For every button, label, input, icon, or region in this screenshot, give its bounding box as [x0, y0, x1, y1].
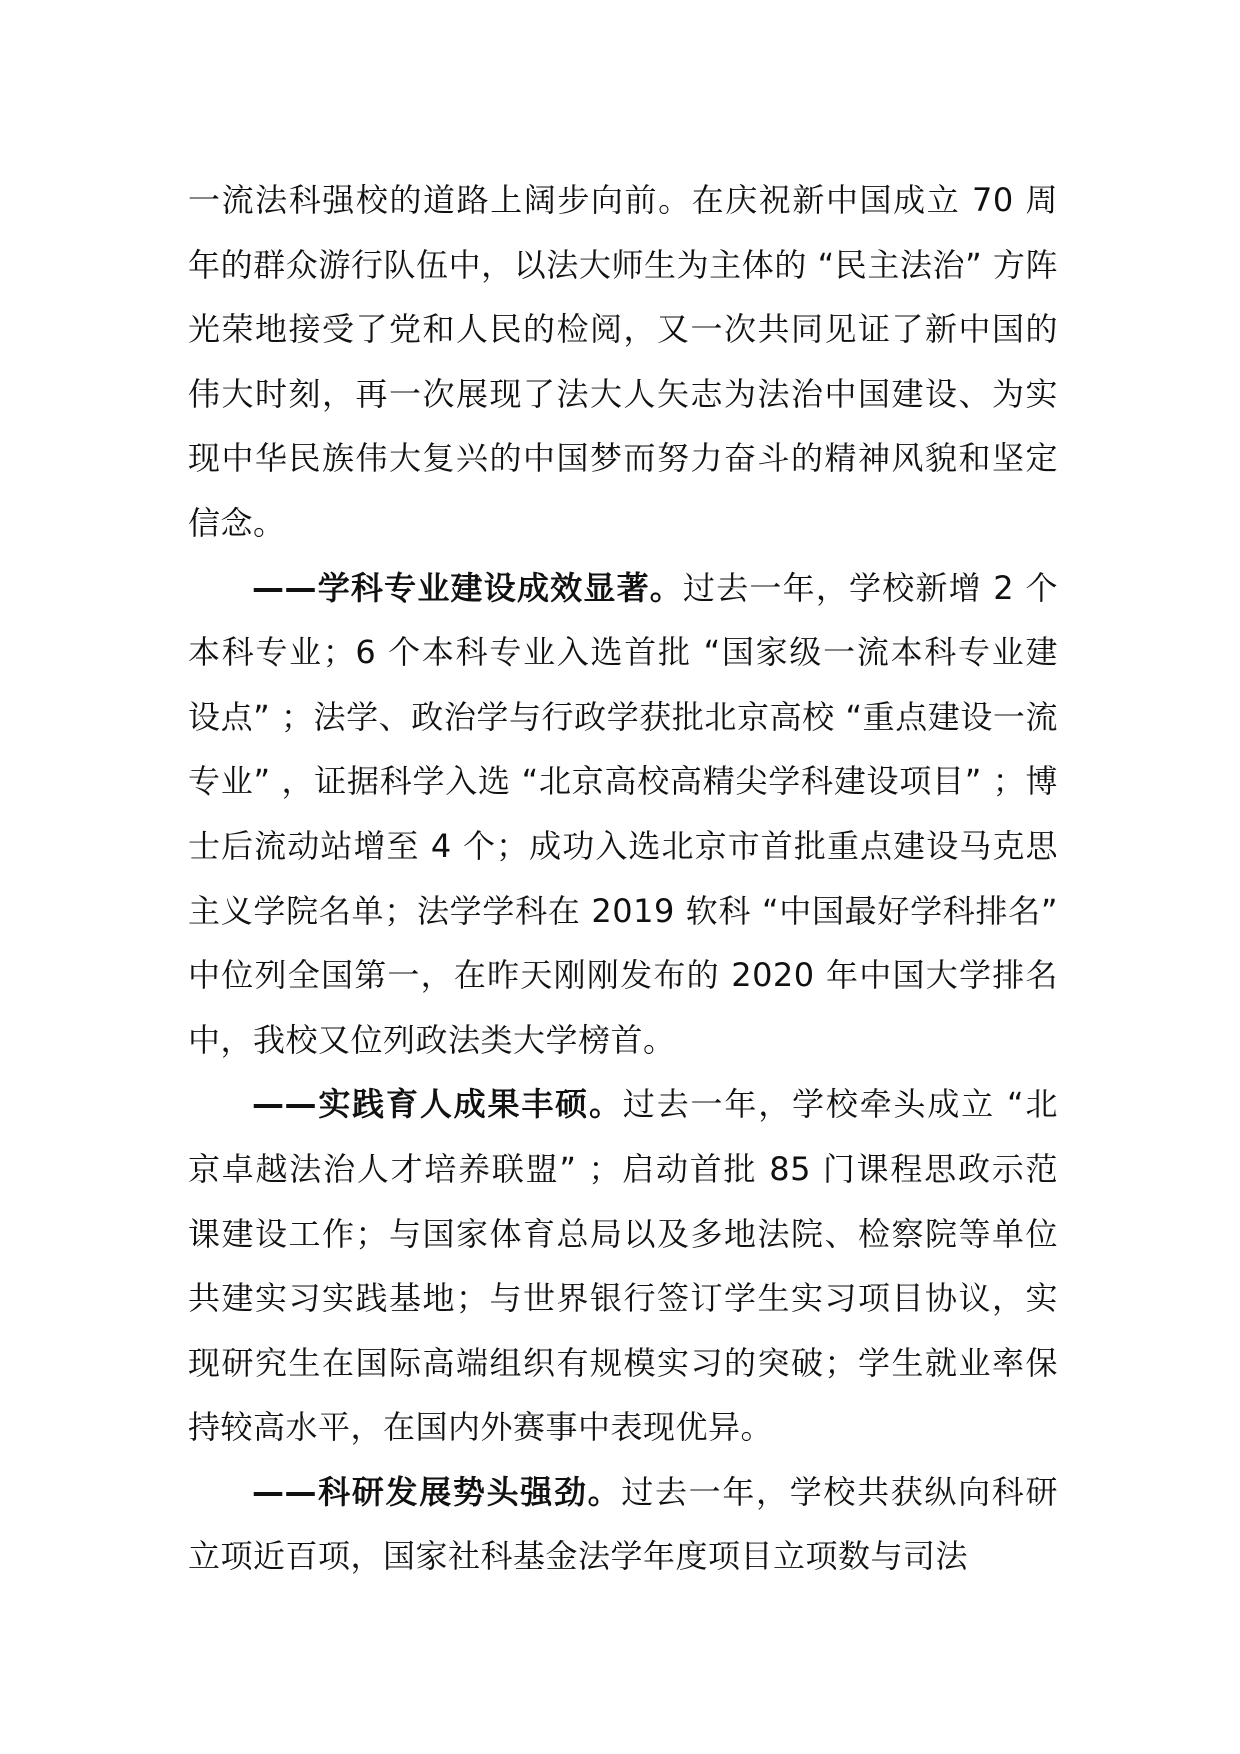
paragraph-heading: ——科研发展势头强劲。: [252, 1472, 622, 1511]
paragraph-discipline: [188, 556, 1058, 1073]
paragraph-text: 过去一年，学校牵头成立 “北京卓越法治人才培养联盟” ；启动首批 85 门课程思政示范课建设工作；与国家体育总局以及多地法院、检察院等单位共建实习实践基地；与世界银行签订学生实习项目协议，实现研究生在国际高端组织有规模实习的突破；学生就业率保持较高水平，在国内外赛事中表现优异。: [188, 1085, 1058, 1447]
paragraph-research: [188, 1460, 1058, 1589]
paragraph-heading: ——实践育人成果丰硕。: [252, 1085, 623, 1124]
paragraph-intro: [188, 168, 1058, 556]
paragraph-text: 过去一年，学校共获纵向科研立项近百项，国家社科基金法学年度项目立项数与司法: [188, 1472, 1058, 1576]
paragraph-practice: [188, 1072, 1058, 1460]
paragraph-text: 一流法科强校的道路上阔步向前。在庆祝新中国成立 70 周年的群众游行队伍中，以法大师生为主体的 “民主法治” 方阵光荣地接受了党和人民的检阅，又一次共同见证了新中国的伟大时刻，再一次展现了法大人矢志为法治中国建设、为实现中华民族伟大复兴的中国梦而努力奋斗的精神风貌和坚定信念。: [188, 181, 1058, 542]
paragraph-text: 过去一年，学校新增 2 个本科专业；6 个本科专业入选首批 “国家级一流本科专业建设点” ；法学、政治学与行政学获批北京高校 “重点建设一流专业” ，证据科学入选 “北京高校高精尖学科建设项目” ；博士后流动站增至 4 个；成功入选北京市首批重点建设马克思主义学院名单；法学学科在 2019 软科 “中国最好学科排名” 中位列全国第一，在昨天刚刚发布的 2020 年中国大学排名中，我校又位列政法类大学榜首。: [188, 568, 1058, 1059]
paragraph-heading: ——学科专业建设成效显著。: [252, 568, 683, 607]
document-body: [188, 168, 1058, 1589]
